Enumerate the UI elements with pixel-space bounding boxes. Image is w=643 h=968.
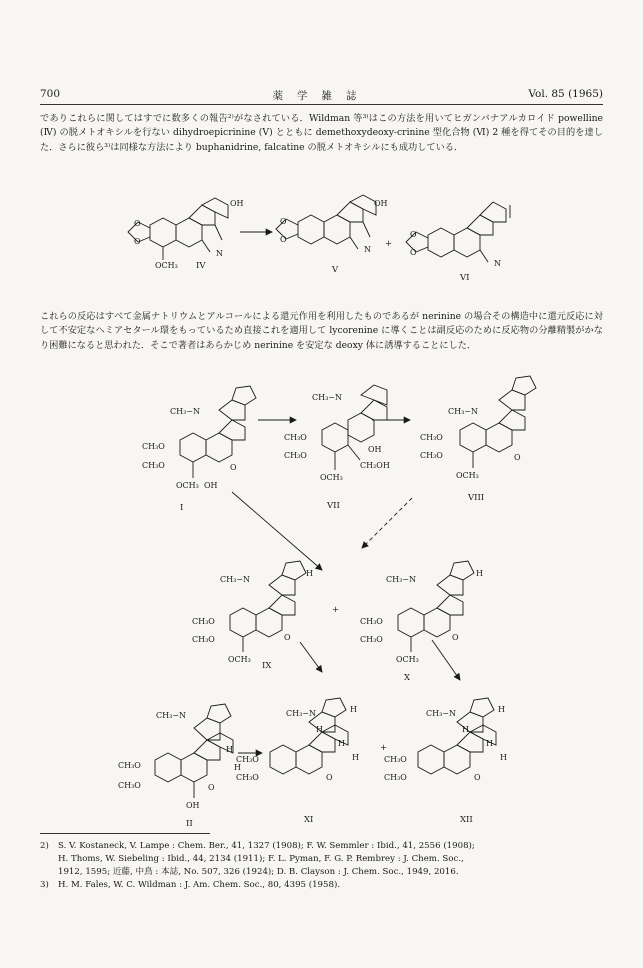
group-och3-vii: OCH₃: [320, 473, 343, 482]
group-och3-iv: OCH₃: [155, 261, 178, 270]
group-ch3o-x-a: CH₃O: [360, 617, 383, 626]
group-ch3o-ix-a: CH₃O: [192, 617, 215, 626]
group-ch3o-viii-a: CH₃O: [420, 433, 443, 442]
group-oh-v: OH: [374, 199, 388, 208]
group-o-x: O: [452, 633, 459, 642]
group-oh-iv: OH: [230, 199, 244, 208]
group-ch3o-xi-b: CH₃O: [236, 773, 259, 782]
group-h-ii-b: H: [234, 763, 241, 772]
footnote-number: 3): [40, 880, 49, 890]
group-o-viii: O: [514, 453, 521, 462]
group-h-x: H: [476, 569, 483, 578]
group-oh-vii: OH: [368, 445, 382, 454]
group-ch3o-vii-b: CH₃O: [284, 451, 307, 460]
footnote-number: 2): [40, 841, 49, 851]
group-ch3n-xii: CH₃−N: [426, 709, 457, 718]
footnote-rule: [40, 833, 210, 834]
group-oh-i: OH: [204, 481, 218, 490]
footnote-line: 1912, 1595; 近藤, 中鳥 : 本誌, No. 507, 326 (1924); D. B. Clayson : J. Chem. Soc., 1949, 2016.: [58, 866, 459, 877]
group-ch3n-x: CH₃−N: [386, 575, 417, 584]
group-och3-x: OCH₃: [396, 655, 419, 664]
arrow-x-to-xii: [432, 640, 460, 680]
structure-IV: [128, 198, 228, 260]
structure-VI: [406, 202, 510, 262]
arrow-i-to-ix: [232, 492, 322, 570]
group-ch3o-ii-a: CH₃O: [118, 761, 141, 770]
group-o-vi-b: O: [410, 248, 417, 257]
group-o-ix: O: [284, 633, 291, 642]
group-o-ii: O: [208, 783, 215, 792]
group-o-iv-a: O: [134, 219, 141, 228]
group-ch2oh-vii: CH₂OH: [360, 461, 390, 470]
group-n-vi: N: [494, 259, 501, 268]
group-ch3o-ii-b: CH₃O: [118, 781, 141, 790]
label-II: II: [186, 819, 193, 829]
group-ch3o-viii-b: CH₃O: [420, 451, 443, 460]
group-h-xii-c: H: [486, 739, 493, 748]
label-XI: XI: [304, 815, 314, 825]
group-ch3n-i: CH₃−N: [170, 407, 201, 416]
structure-VIII: [460, 376, 536, 468]
group-ch3n-ii: CH₃−N: [156, 711, 187, 720]
group-h-xi-c: H: [338, 739, 345, 748]
plus-sign: +: [385, 239, 393, 249]
label-VI: VI: [460, 273, 470, 283]
group-h-xii-a: H: [498, 705, 505, 714]
group-o-vi-a: O: [410, 230, 417, 239]
group-h-xii-b: H: [462, 725, 469, 734]
group-ch3o-i-a: CH₃O: [142, 442, 165, 451]
label-X: X: [404, 673, 411, 683]
plus-sign-3: +: [380, 743, 388, 753]
group-o-xi: O: [326, 773, 333, 782]
label-IV: IV: [196, 261, 206, 271]
group-ch3o-xii-a: CH₃O: [384, 755, 407, 764]
group-ch3o-xi-a: CH₃O: [236, 755, 259, 764]
group-o-iv-b: O: [134, 237, 141, 246]
group-o-xii: O: [474, 773, 481, 782]
group-ch3n-vii: CH₃−N: [312, 393, 343, 402]
group-ch3n-ix: CH₃−N: [220, 575, 251, 584]
group-ch3o-ix-b: CH₃O: [192, 635, 215, 644]
footnote-2: [40, 840, 610, 878]
arrow-ix-to-xi: [300, 642, 322, 672]
group-ch3n-viii: CH₃−N: [448, 407, 479, 416]
group-ch3o-i-b: CH₃O: [142, 461, 165, 470]
label-XII: XII: [460, 815, 473, 825]
group-h-ix: H: [306, 569, 313, 578]
label-IX: IX: [262, 661, 272, 671]
volume-info: Vol. 85 (1965): [528, 88, 603, 100]
page-number: 700: [40, 88, 61, 100]
group-ch3o-x-b: CH₃O: [360, 635, 383, 644]
plus-sign-2: +: [332, 605, 340, 615]
group-h-xi-b: H: [316, 725, 323, 734]
footnote-line: S. V. Kostaneck, V. Lampe : Chem. Ber., 41, 1327 (1908); F. W. Semmler : Ibid., 41, 2556 (1908);: [58, 841, 475, 851]
group-oh-ii: OH: [186, 801, 200, 810]
group-h-ii-a: H: [226, 745, 233, 754]
arrow-viii-to-x: [362, 498, 412, 548]
footnote-line: H. M. Fales, W. C. Wildman : J. Am. Chem. Soc., 80, 4395 (1958).: [58, 880, 341, 890]
group-h-xi-d: H: [352, 753, 359, 762]
label-I: I: [180, 503, 184, 513]
structure-V: [276, 195, 376, 249]
footnote-line: H. Thoms, W. Siebeling : Ibid., 44, 2134 (1911); F. L. Pyman, F. G. P. Rembrey : J. Chem. Soc.,: [58, 853, 464, 864]
group-och3-ix: OCH₃: [228, 655, 251, 664]
structure-I: [180, 386, 256, 478]
group-o-v-a: O: [280, 217, 287, 226]
label-VIII: VIII: [468, 493, 485, 503]
group-n-iv: N: [216, 249, 223, 258]
group-ch3o-xii-b: CH₃O: [384, 773, 407, 782]
group-o-i: O: [230, 463, 237, 472]
label-V: V: [332, 265, 339, 275]
group-o-v-b: O: [280, 235, 287, 244]
group-och3-i: OCH₃: [176, 481, 199, 490]
journal-title: 薬学雑誌: [272, 90, 371, 102]
group-ch3n-xi: CH₃−N: [286, 709, 317, 718]
group-h-xi-a: H: [350, 705, 357, 714]
footnote-3: [40, 879, 610, 892]
group-h-xii-d: H: [500, 753, 507, 762]
label-VII: VII: [327, 501, 340, 511]
paragraph-2: これらの反応はすべて金属ナトリウムとアルコールによる還元作用を利用したものであるが nerinine の場合その構造中に還元反応に対して不安定なヘミアセタール環をもっているため直接これを適用して lycorenine に導くことは副反応のために反応物の分離精製がかなり困難になると思われた．そこで著者はあらかじめ nerinine を安定な deoxy 体に誘導することにした．: [40, 311, 603, 351]
paragraph-1: でありこれらに関してはすでに数多くの報告²⁾がなされている．Wildman 等³⁾はこの方法を用いてヒガンバナアルカロイド powelline (Ⅳ) の脱メトオキシルを行ない dihydroepicrinine (Ⅴ) とともに demethoxydeoxy-crinine 型化合物 (Ⅵ) 2 種を得てその目的を達した．さらに彼ら³⁾は同様な方法により buphanidrine, falcatine の脱メトオキシルにも成功している．: [40, 113, 603, 153]
group-och3-viii: OCH₃: [456, 471, 479, 480]
group-ch3o-vii-a: CH₃O: [284, 433, 307, 442]
group-n-v: N: [364, 245, 371, 254]
